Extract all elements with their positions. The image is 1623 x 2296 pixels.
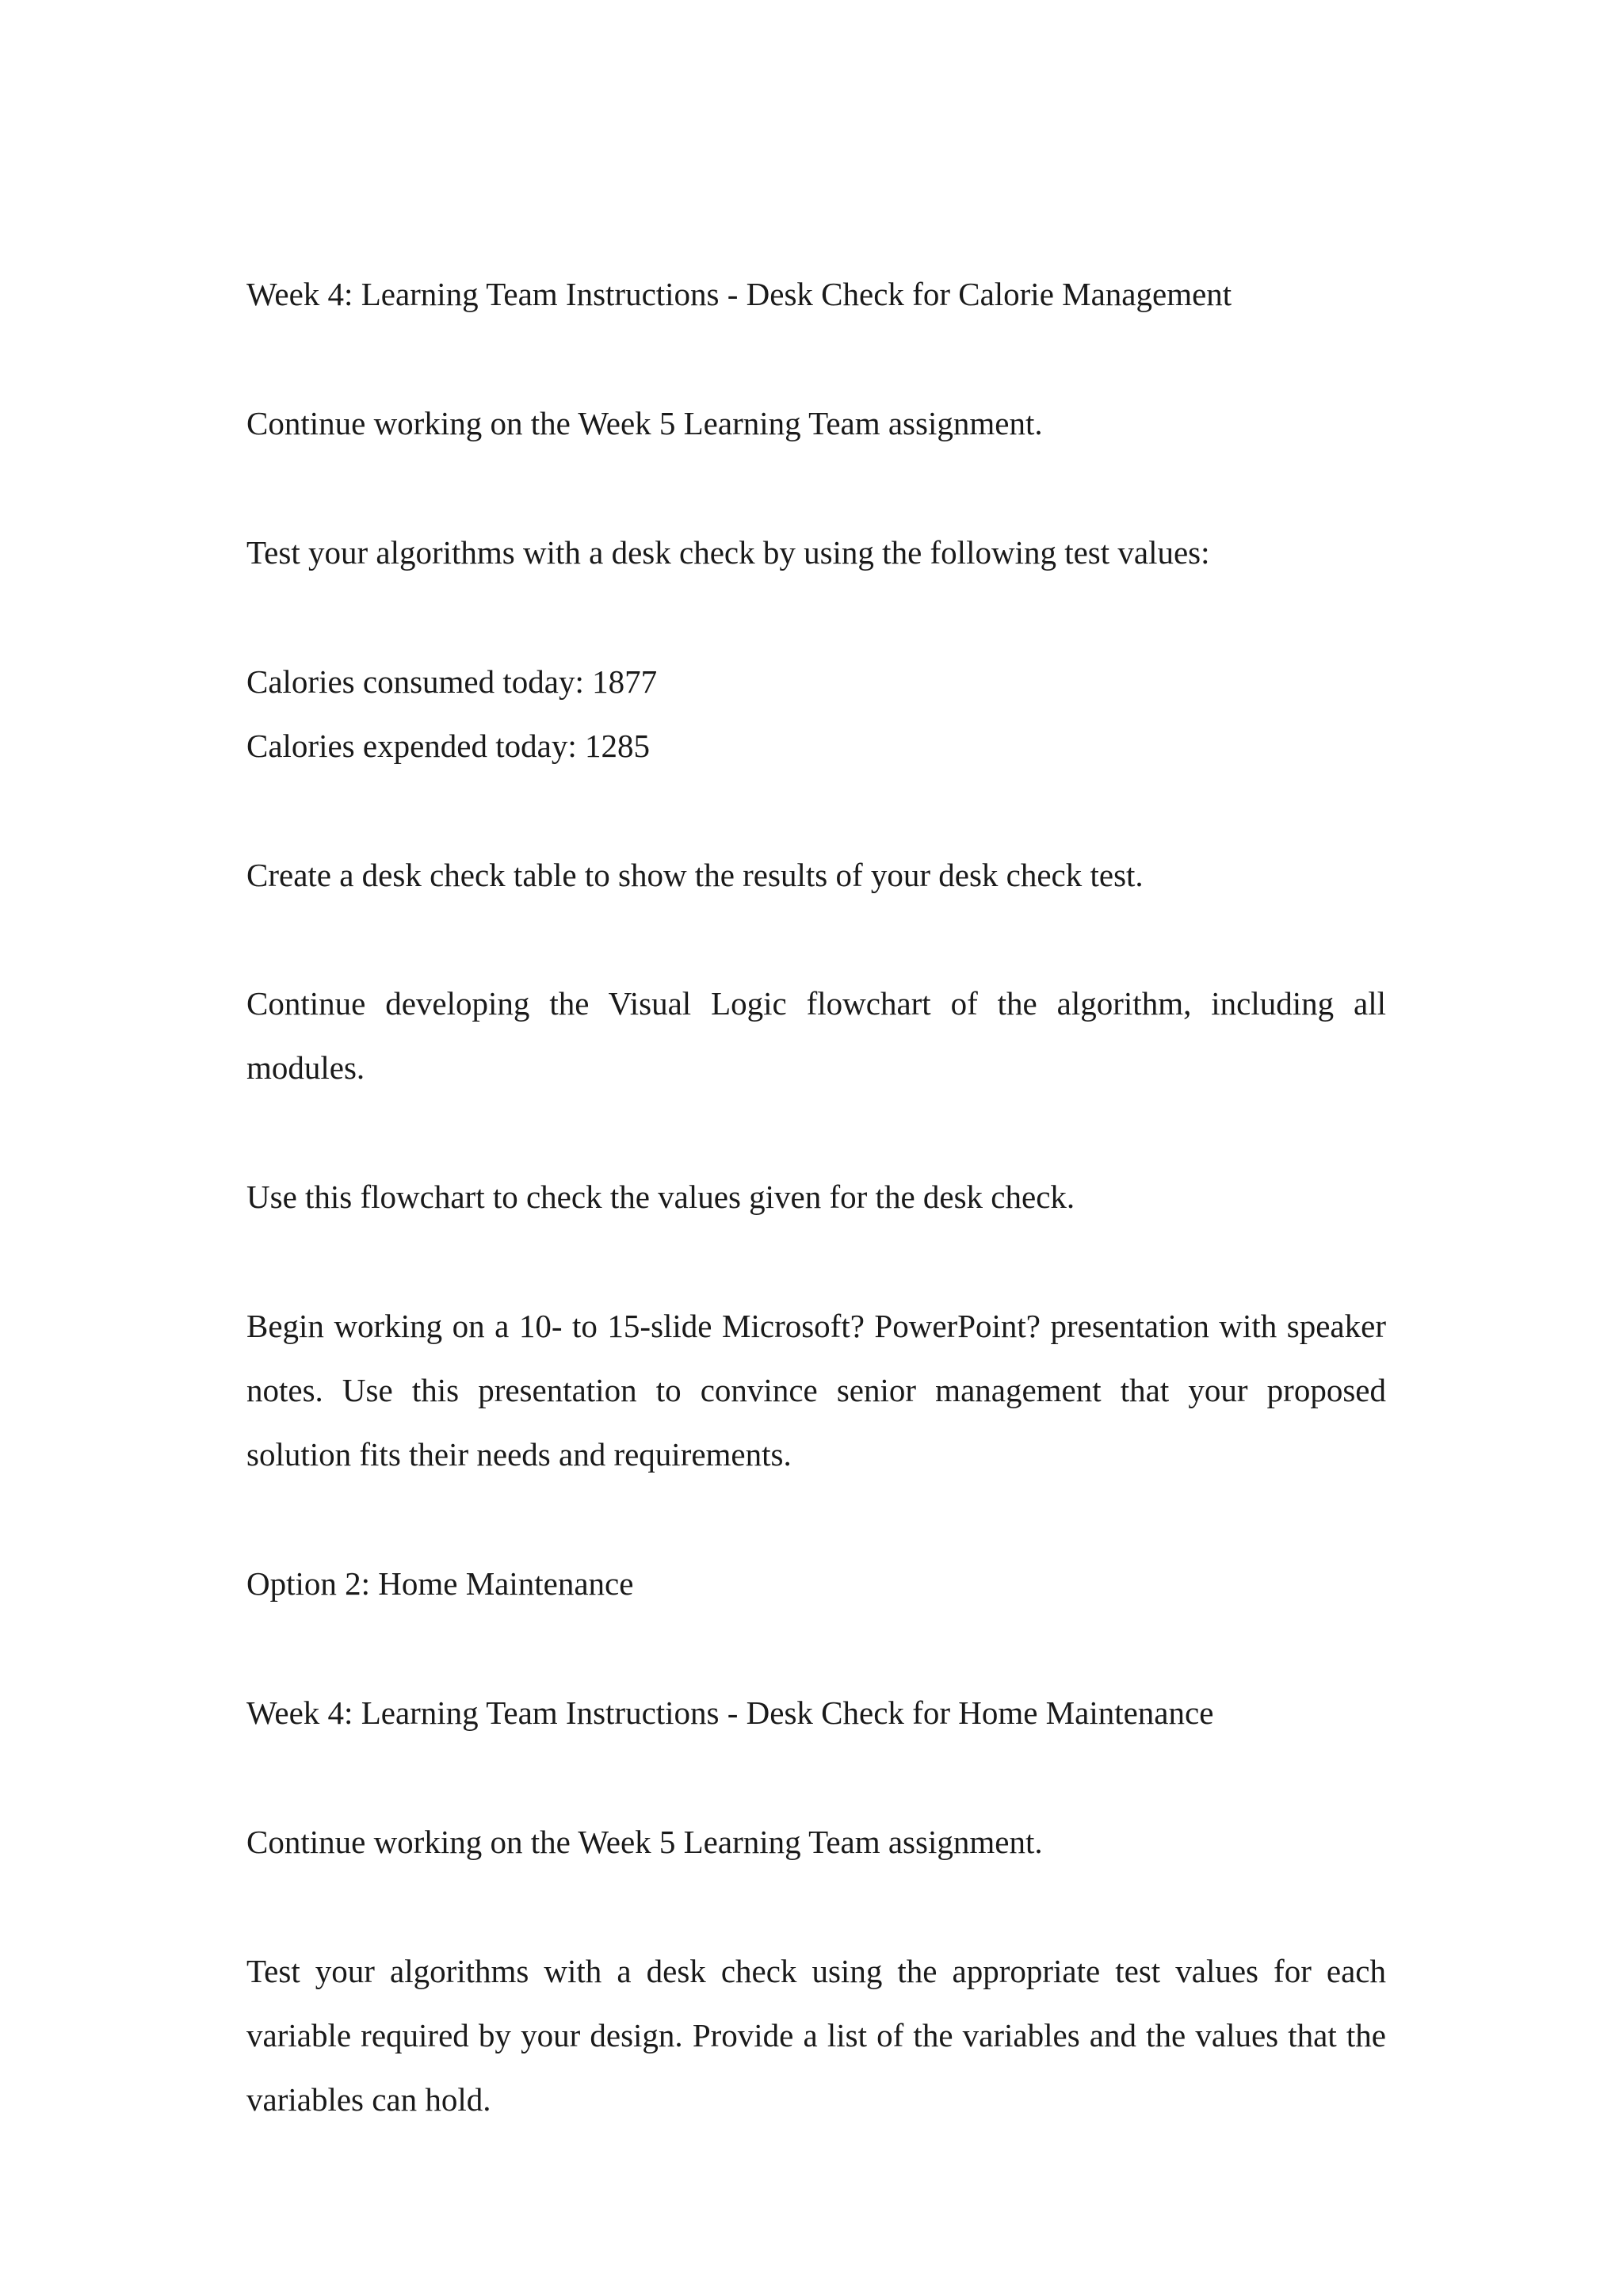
- heading-calorie-desk-check: Week 4: Learning Team Instructions - Desk Check for Calorie Management: [246, 276, 1232, 312]
- paragraph-create-table: Create a desk check table to show the results of your desk check test.: [246, 857, 1144, 893]
- paragraph-continue-week5-2: Continue working on the Week 5 Learning Team assignment.: [246, 1824, 1043, 1860]
- paragraph-use-flowchart: Use this flowchart to check the values given for the desk check.: [246, 1179, 1075, 1215]
- paragraph-flowchart: Continue developing the Visual Logic flowchart of the algorithm, including all modules.: [246, 985, 1386, 1086]
- paragraph-test-values-intro: Test your algorithms with a desk check by using the following test values:: [246, 534, 1210, 571]
- test-value-calories-consumed: Calories consumed today: 1877: [246, 663, 658, 700]
- heading-option-2: Option 2: Home Maintenance: [246, 1565, 634, 1602]
- paragraph-continue-week5: Continue working on the Week 5 Learning Team assignment.: [246, 405, 1043, 441]
- paragraph-powerpoint: Begin working on a 10- to 15-slide Microsoft? PowerPoint? presentation with speaker notes. Use this presentation to convince senior management that your proposed solution fits their needs and requirements.: [246, 1308, 1386, 1473]
- test-value-calories-expended: Calories expended today: 1285: [246, 728, 650, 764]
- paragraph-test-variables: Test your algorithms with a desk check using the appropriate test values for each variable required by your design. Provide a list of the variables and the values that the variables can hold.: [246, 1953, 1386, 2118]
- heading-home-desk-check: Week 4: Learning Team Instructions - Desk Check for Home Maintenance: [246, 1694, 1214, 1731]
